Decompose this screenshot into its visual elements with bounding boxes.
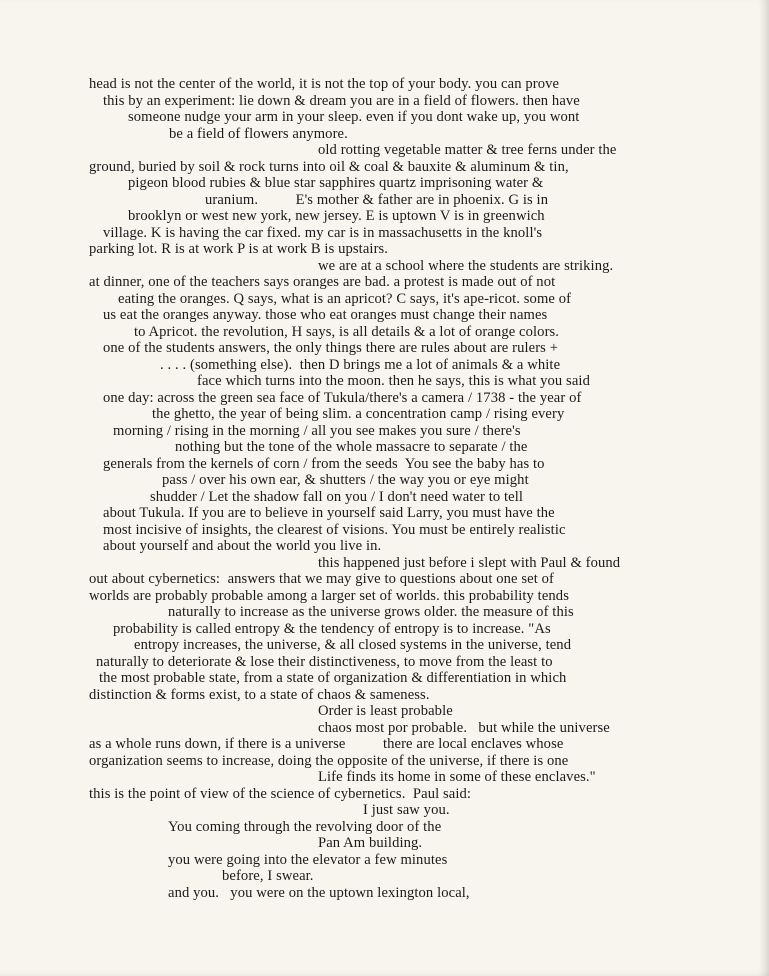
text-line: shudder / Let the shadow fall on you / I don't need water to tell — [150, 488, 524, 505]
text-line: us eat the oranges anyway. those who eat oranges must change their names — [103, 307, 548, 323]
text-line: chaos most por probable. but while the universe — [318, 719, 610, 736]
text-line: the ghetto, the year of being slim. a concentration camp / rising every — [152, 406, 565, 422]
text-line: most incisive of insights, the clearest of visions. You must be entirely realistic — [103, 521, 566, 538]
text-line: we are at a school where the students are striking. — [318, 257, 614, 274]
text-line: . . . . (something else). then D brings me a lot of animals & a white — [160, 356, 561, 373]
text-line: eating the oranges. Q says, what is an apricot? C says, it's ape-ricot. some of — [118, 290, 572, 307]
text-line: naturally to deteriorate & lose their distinctiveness, to move from the least to — [96, 653, 553, 670]
text-line: before, I swear. — [222, 868, 314, 884]
text-line: generals from the kernels of corn / from the seeds You see the baby has to — [103, 455, 545, 472]
text-line: You coming through the revolving door of the — [168, 818, 442, 835]
text-line: someone nudge your arm in your sleep. even if you dont wake up, you wont — [128, 109, 580, 125]
text-line: about yourself and about the world you live in. — [103, 538, 382, 554]
text-line: village. K is having the car fixed. my car is in massachusetts in the knoll's — [103, 224, 543, 241]
text-line: old rotting vegetable matter & tree ferns under the — [318, 142, 617, 158]
text-line: the most probable state, from a state of organization & differentiation in which — [99, 670, 567, 686]
text-line: worlds are probably probable among a larger set of worlds. this probability tends — [89, 587, 569, 604]
text-line: parking lot. R is at work P is at work B is upstairs. — [89, 241, 389, 257]
text-line: nothing but the tone of the whole massacre to separate / the — [175, 439, 528, 455]
text-line: out about cybernetics: answers that we may give to questions about one set of — [89, 571, 554, 587]
text-line: face which turns into the moon. then he says, this is what you said — [197, 373, 590, 389]
text-line: morning / rising in the morning / all you see makes you sure / there's — [113, 422, 521, 439]
text-line: one of the students answers, the only things there are rules about are rulers + — [103, 340, 559, 356]
text-line: Life finds its home in some of these enclaves." — [318, 769, 596, 785]
text-line: at dinner, one of the teachers says oranges are bad. a protest is made out of not — [89, 274, 556, 290]
text-line: probability is called entropy & the tendency of entropy is to increase. "As — [113, 620, 551, 637]
text-line: ground, buried by soil & rock turns into oil & coal & bauxite & aluminum & tin, — [89, 158, 569, 175]
text-line: as a whole runs down, if there is a universe there are local enclaves whose — [89, 736, 564, 752]
text-line: you were going into the elevator a few minutes — [168, 851, 448, 868]
text-line: Pan Am building. — [318, 835, 423, 851]
text-line: brooklyn or west new york, new jersey. E is uptown V is in greenwich — [128, 208, 545, 224]
text-line: Order is least probable — [318, 703, 453, 719]
text-line: distinction & forms exist, to a state of chaos & sameness. — [89, 686, 430, 703]
text-line: be a field of flowers anymore. — [169, 125, 348, 142]
text-line: this by an experiment: lie down & dream you are in a field of flowers. then have — [103, 92, 580, 109]
text-line: and you. you were on the uptown lexington local, — [168, 884, 470, 901]
text-line: head is not the center of the world, it is not the top of your body. you can prove — [89, 76, 560, 92]
text-line: to Apricot. the revolution, H says, is all details & a lot of orange colors. — [134, 323, 560, 340]
text-line: this is the point of view of the science of cybernetics. Paul said: — [89, 785, 472, 802]
text-line: organization seems to increase, doing the opposite of the universe, if there is one — [89, 752, 569, 769]
text-line: entropy increases, the universe, & all closed systems in the universe, tend — [134, 637, 572, 653]
text-line: uranium. E's mother & father are in phoenix. G is in — [205, 191, 549, 208]
text-line: pass / over his own ear, & shutters / the way you or eye might — [162, 472, 529, 488]
text-line: this happened just before i slept with Paul & found — [318, 554, 621, 571]
text-line: about Tukula. If you are to believe in yourself said Larry, you must have the — [103, 505, 555, 521]
text-line: naturally to increase as the universe grows older. the measure of this — [168, 604, 574, 620]
text-line: pigeon blood rubies & blue star sapphires quartz imprisoning water & — [128, 175, 544, 191]
text-line: I just saw you. — [363, 802, 450, 818]
text-line: one day: across the green sea face of Tukula/there's a camera / 1738 - the year of — [103, 389, 582, 406]
